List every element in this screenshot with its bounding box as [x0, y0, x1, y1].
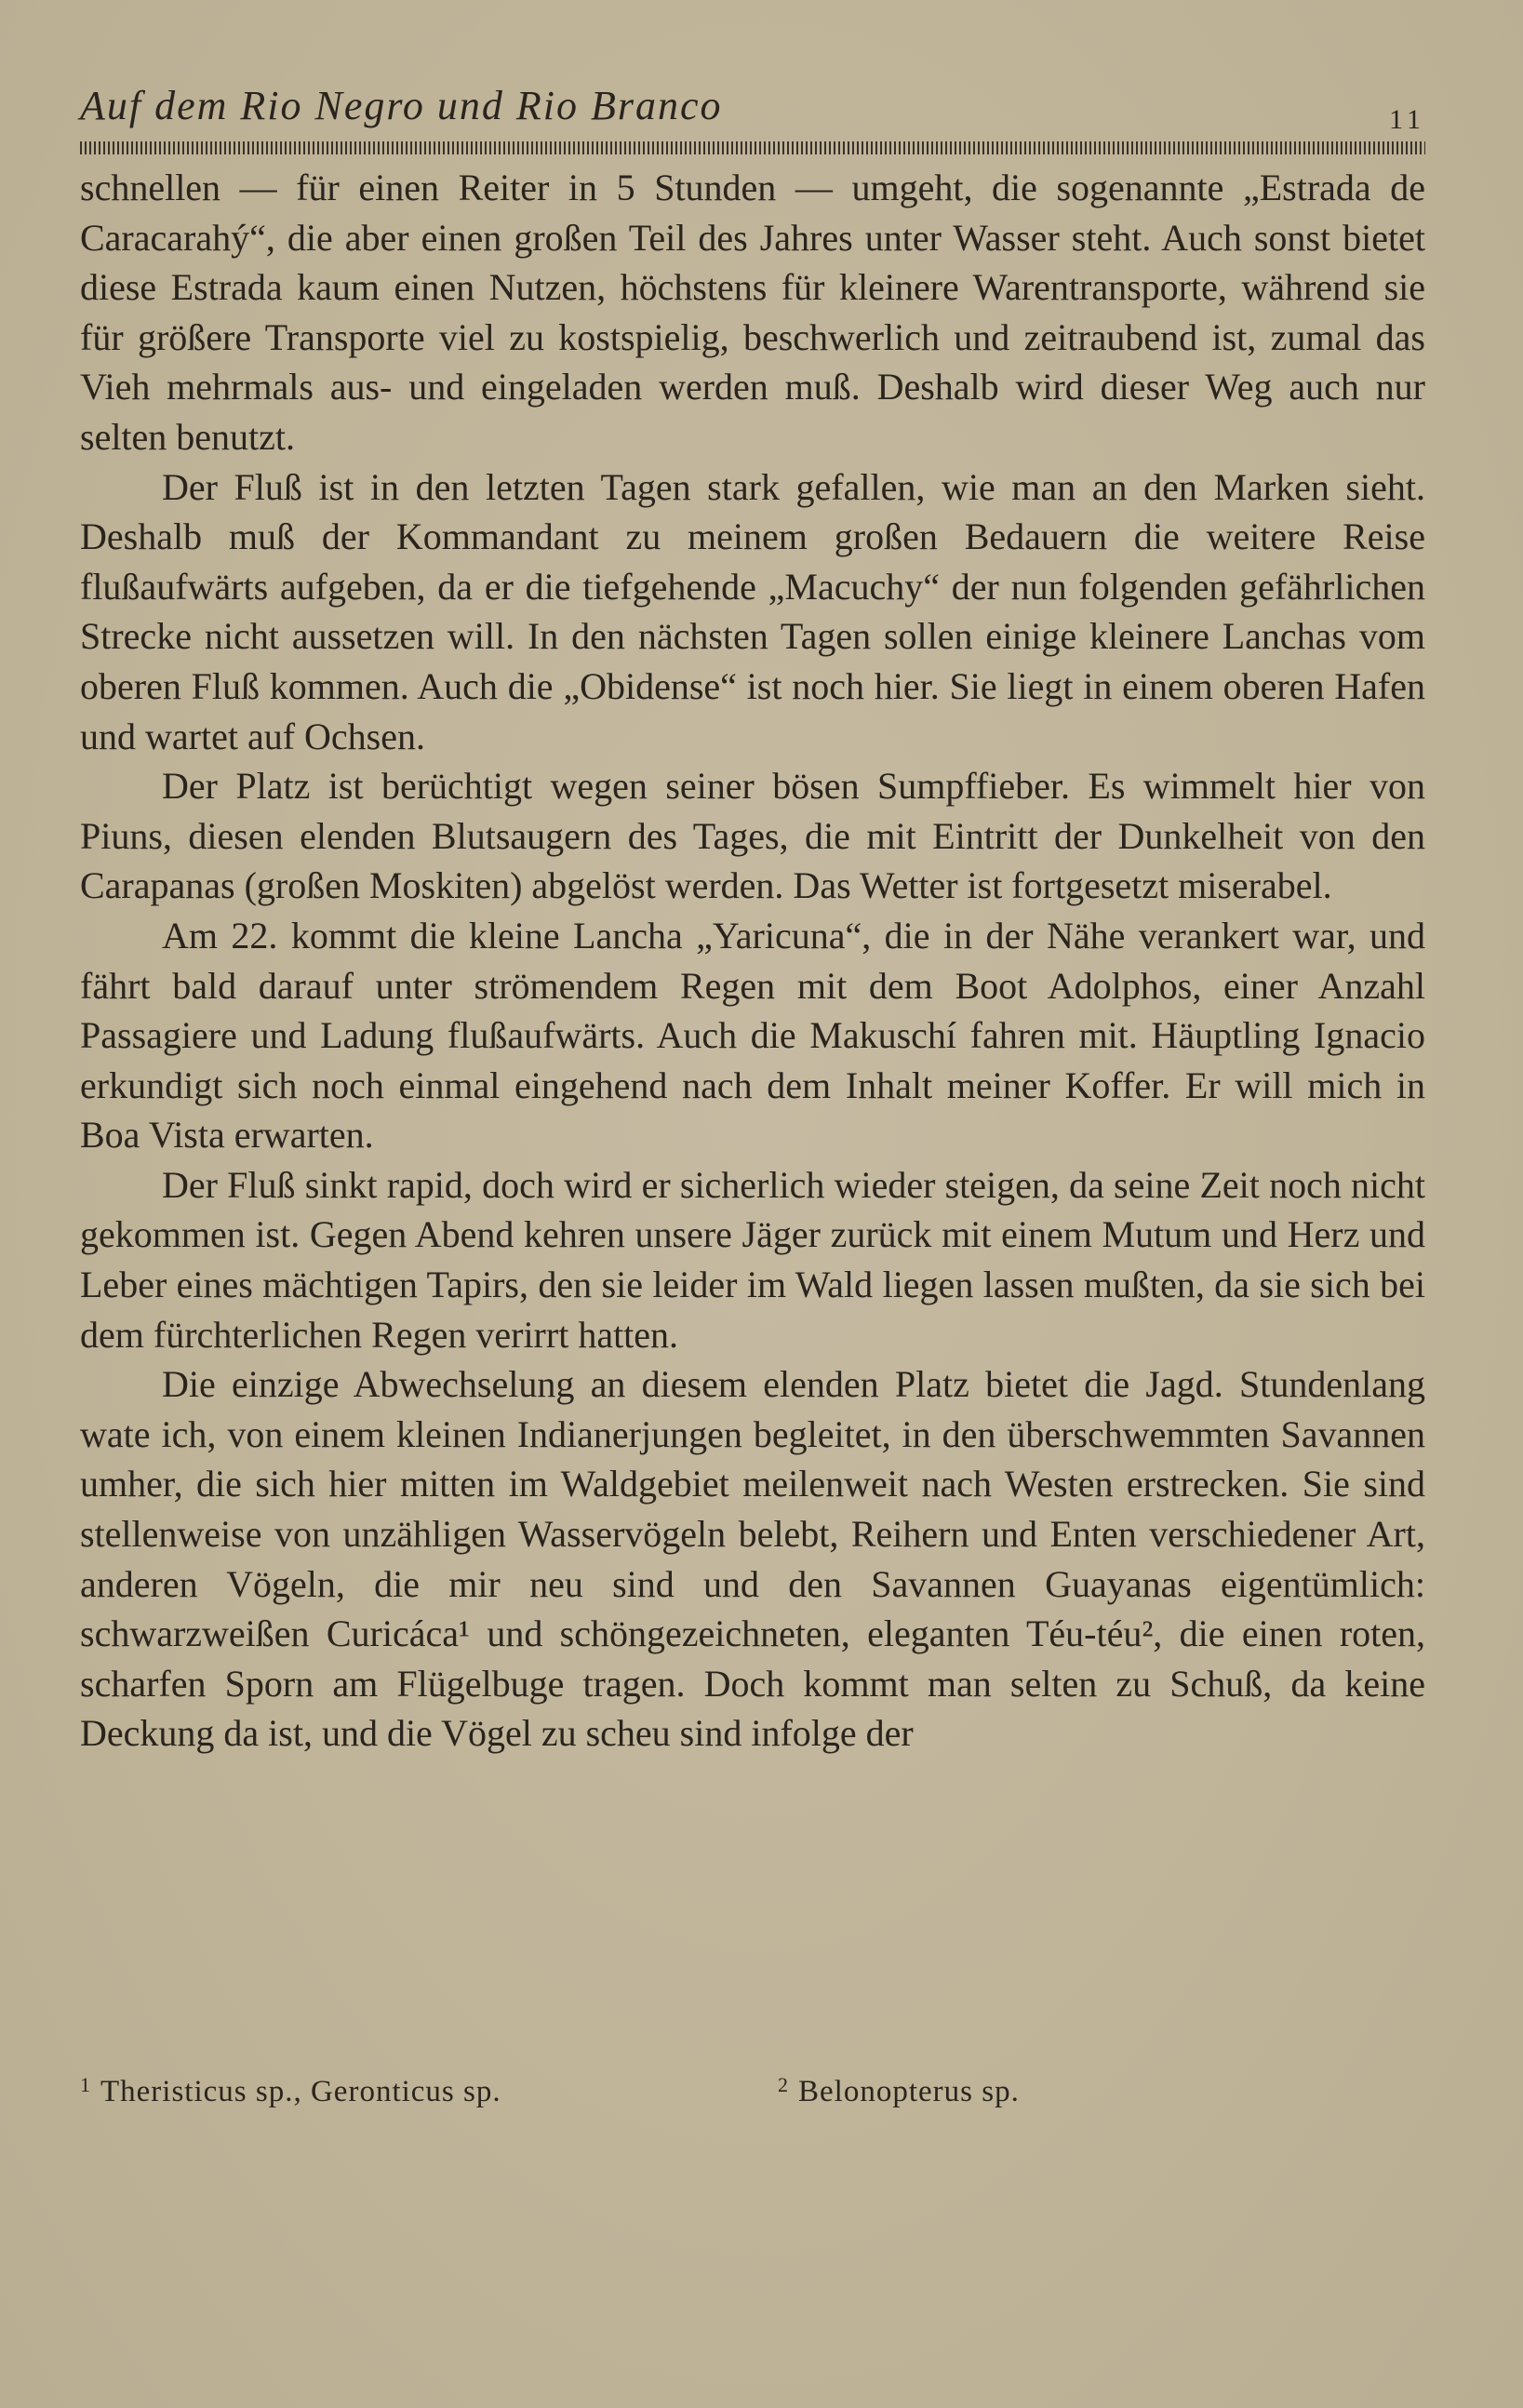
footnotes	[80, 2073, 1425, 2120]
footnote-text: Theristicus sp., Geronticus sp.	[100, 2075, 501, 2108]
footnote-mark: 2	[778, 2073, 789, 2096]
header-rule	[80, 141, 1425, 154]
paragraph: Am 22. kommt die kleine Lancha „Yaricuna“, die in der Nähe verankert war, und fährt bald darauf unter strömendem Regen mit dem Boot Adolphos, einer Anzahl Passagiere und Ladung flußaufwärts. Auch die Makuschí fahren mit. Häuptling Ignacio erkundigt sich noch einmal eingehend nach dem Inhalt meiner Koffer. Er will mich in Boa Vista erwarten.	[80, 914, 1425, 1157]
footnote-mark: 1	[80, 2073, 91, 2096]
page-header	[80, 82, 1425, 138]
page-number: 11	[1389, 104, 1425, 135]
paragraph: Der Fluß ist in den letzten Tagen stark gefallen, wie man an den Marken sieht. Deshalb muß der Kommandant zu meinem großen Bedauern die weitere Reise flußaufwärts aufgeben, da er die tiefgehende „Macuchy“ der nun folgenden gefährlichen Strecke nicht aussetzen will. In den nächsten Tagen sollen einige kleinere Lanchas vom oberen Fluß kommen. Auch die „Obidense“ ist noch hier. Sie liegt in einem oberen Hafen und wartet auf Ochsen.	[80, 465, 1425, 757]
body-text	[80, 163, 1425, 1759]
paragraph: schnellen — für einen Reiter in 5 Stunden — umgeht, die sogenannte „Estrada de Caracarahý“, die aber einen großen Teil des Jahres unter Wasser steht. Auch sonst bietet diese Estrada kaum einen Nutzen, höchstens für kleinere Warentransporte, während sie für größere Transporte viel zu kostspielig, beschwerlich und zeitraubend ist, zumal das Vieh mehrmals aus- und eingeladen werden muß. Deshalb wird dieser Weg auch nur selten benutzt.	[80, 167, 1425, 458]
paragraph: Der Fluß sinkt rapid, doch wird er sicherlich wieder steigen, da seine Zeit noch nicht gekommen ist. Gegen Abend kehren unsere Jäger zurück mit einem Mutum und Herz und Leber eines mächtigen Tapirs, den sie leider im Wald liegen lassen mußten, da sie sich bei dem fürchterlichen Regen verirrt hatten.	[80, 1163, 1425, 1356]
footnote	[778, 2073, 1020, 2109]
paragraph: Die einzige Abwechselung an diesem elenden Platz bietet die Jagd. Stundenlang wate ich, von einem kleinen Indianerjungen begleitet, in den überschwemmten Savannen umher, die sich hier mitten im Waldgebiet meilenweit nach Westen erstrecken. Sie sind stellenweise von unzähligen Wasservögeln belebt, Reihern und Enten verschiedener Art, anderen Vögeln, die mir neu sind und den Savannen Guayanas eigentümlich: schwarzweißen Curicáca¹ und schöngezeichneten, eleganten Téu-téu², die einen roten, scharfen Sporn am Flügelbuge tragen. Doch kommt man selten zu Schuß, da keine Deckung da ist, und die Vögel zu scheu sind infolge der	[80, 1363, 1425, 1755]
running-title: Auf dem Rio Negro und Rio Branco	[80, 83, 723, 128]
footnote	[80, 2073, 501, 2109]
footnote-text: Belonopterus sp.	[798, 2075, 1020, 2108]
paragraph: Der Platz ist berüchtigt wegen seiner bösen Sumpffieber. Es wimmelt hier von Piuns, diesen elenden Blutsaugern des Tages, die mit Eintritt der Dunkelheit von den Carapanas (großen Moskiten) abgelöst werden. Das Wetter ist fortgesetzt miserabel.	[80, 765, 1425, 907]
